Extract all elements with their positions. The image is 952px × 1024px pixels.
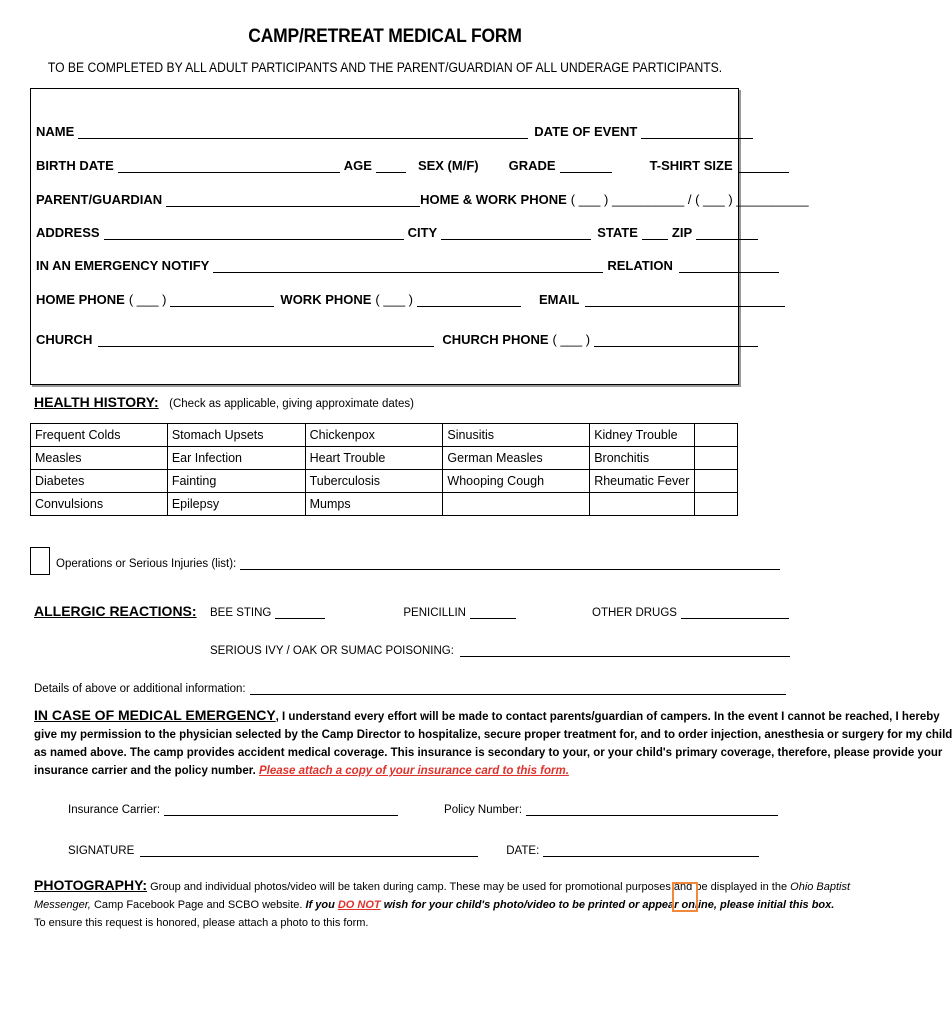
other-drugs-field[interactable] <box>681 606 789 619</box>
insurance-row <box>68 803 778 816</box>
address-field[interactable] <box>104 225 404 240</box>
emergency-text-3: as named above. The camp provides accident medical coverage. This insurance is secondary to your, or your child's primary coverage, therefore, please provide your <box>34 747 943 759</box>
age-label: AGE <box>343 158 372 173</box>
bee-sting-label: BEE STING <box>210 607 272 619</box>
health-history-cell[interactable]: Rheumatic Fever <box>590 470 695 493</box>
health-history-cell[interactable]: Diabetes <box>31 470 168 493</box>
health-history-cell[interactable]: Sinusitis <box>443 424 590 447</box>
insurance-carrier-field[interactable] <box>164 803 398 816</box>
form-title: CAMP/RETREAT MEDICAL FORM <box>248 26 522 47</box>
state-label: STATE <box>597 225 638 240</box>
health-history-cell[interactable]: Whooping Cough <box>443 470 590 493</box>
signature-field[interactable] <box>140 844 478 857</box>
ivy-row <box>210 644 790 657</box>
row-parent <box>36 192 809 207</box>
email-label: EMAIL <box>539 292 580 307</box>
health-history-cell[interactable] <box>695 424 738 447</box>
grade-field[interactable] <box>560 158 612 173</box>
home-work-phone-field[interactable]: ( ___ ) __________ / ( ___ ) __________ <box>570 192 809 207</box>
penicillin-label: PENICILLIN <box>403 607 466 619</box>
date-of-event-field[interactable] <box>641 124 753 139</box>
emergency-text-4: insurance carrier and the policy number. <box>34 765 256 777</box>
health-history-cell[interactable]: German Measles <box>443 447 590 470</box>
emergency-paragraph <box>34 706 952 780</box>
health-history-header <box>34 394 414 412</box>
health-history-cell[interactable]: Convulsions <box>31 493 168 516</box>
grade-label: GRADE <box>508 158 556 173</box>
row-emergency <box>36 258 779 273</box>
health-history-row <box>31 424 738 447</box>
health-history-cell[interactable]: Bronchitis <box>590 447 695 470</box>
health-history-note: (Check as applicable, giving approximate dates) <box>169 398 414 410</box>
operations-row <box>56 557 780 570</box>
allergic-heading: ALLERGIC REACTIONS: <box>34 603 197 619</box>
home-phone-label: HOME PHONE <box>36 292 125 307</box>
health-history-cell[interactable]: Stomach Upsets <box>167 424 305 447</box>
health-history-cell[interactable] <box>443 493 590 516</box>
emergency-notify-label: IN AN EMERGENCY NOTIFY <box>36 258 210 273</box>
tshirt-label: T-SHIRT SIZE <box>649 158 733 173</box>
ivy-field[interactable] <box>460 644 790 657</box>
health-history-cell[interactable]: Fainting <box>167 470 305 493</box>
date-label: DATE: <box>506 845 540 857</box>
church-label: CHURCH <box>36 332 93 347</box>
row-church <box>36 332 758 347</box>
relation-label: RELATION <box>607 258 673 273</box>
photography-text-2: Camp Facebook Page and SCBO website. <box>93 899 303 911</box>
email-field[interactable] <box>585 292 785 307</box>
health-history-cell[interactable] <box>695 493 738 516</box>
health-history-cell[interactable] <box>695 447 738 470</box>
health-history-row <box>31 447 738 470</box>
health-history-cell[interactable]: Epilepsy <box>167 493 305 516</box>
emergency-text-1: , I understand every effort will be made to contact parents/guardian of campers. In the event I cannot be reached, I hereby <box>275 711 940 723</box>
form-subtitle: TO BE COMPLETED BY ALL ADULT PARTICIPANTS AND THE PARENT/GUARDIAN OF ALL UNDERAGE PARTICIPANTS. <box>47 60 723 75</box>
emergency-text-2: give my permission to the physician selected by the Camp Director to hospitalize, secure proper treatment for, and to order injection, anesthesia or surgery for my child <box>34 729 952 741</box>
health-history-row <box>31 493 738 516</box>
other-drugs-label: OTHER DRUGS <box>592 607 677 619</box>
home-phone-field[interactable] <box>170 292 274 307</box>
church-phone-area[interactable]: ( ___ ) <box>552 332 591 347</box>
signature-row <box>68 844 759 857</box>
emergency-notify-field[interactable] <box>213 258 603 273</box>
work-phone-label: WORK PHONE <box>280 292 372 307</box>
row-name <box>36 124 753 139</box>
birth-date-label: BIRTH DATE <box>36 158 114 173</box>
penicillin-field[interactable] <box>470 606 516 619</box>
health-history-cell[interactable]: Chickenpox <box>305 424 443 447</box>
health-history-cell[interactable]: Measles <box>31 447 168 470</box>
emergency-heading: IN CASE OF MEDICAL EMERGENCY <box>34 707 276 723</box>
health-history-row <box>31 470 738 493</box>
operations-field[interactable] <box>240 557 780 570</box>
health-history-cell[interactable] <box>695 470 738 493</box>
health-history-heading: HEALTH HISTORY: <box>34 394 159 410</box>
birth-date-field[interactable] <box>118 158 340 173</box>
ohio-baptist-text: Ohio Baptist <box>790 881 851 893</box>
city-field[interactable] <box>441 225 591 240</box>
health-history-cell[interactable]: Heart Trouble <box>305 447 443 470</box>
zip-label: ZIP <box>671 225 693 240</box>
allergic-row <box>210 606 789 619</box>
policy-number-label: Policy Number: <box>444 804 523 816</box>
health-history-table <box>30 423 738 516</box>
if-you-text: If you <box>305 899 335 911</box>
relation-field[interactable] <box>679 258 779 273</box>
sex-label: SEX (M/F) <box>417 158 479 173</box>
church-phone-field[interactable] <box>594 332 758 347</box>
operations-checkbox[interactable] <box>30 547 50 575</box>
work-phone-field[interactable] <box>417 292 521 307</box>
operations-label: Operations or Serious Injuries (list): <box>56 558 237 570</box>
do-not-text: DO NOT <box>337 899 381 911</box>
photo-initial-box[interactable] <box>672 882 698 912</box>
ivy-label: SERIOUS IVY / OAK OR SUMAC POISONING: <box>210 645 454 657</box>
work-phone-area[interactable]: ( ___ ) <box>375 292 413 307</box>
policy-number-field[interactable] <box>526 803 778 816</box>
church-field[interactable] <box>98 332 434 347</box>
row-phones <box>36 292 785 307</box>
photography-text-3: To ensure this request is honored, please attach a photo to this form. <box>34 917 369 929</box>
health-history-cell[interactable] <box>590 493 695 516</box>
parent-label: PARENT/GUARDIAN <box>36 192 163 207</box>
details-label: Details of above or additional information: <box>34 683 246 695</box>
health-history-cell[interactable]: Kidney Trouble <box>590 424 695 447</box>
insurance-card-note: Please attach a copy of your insurance card to this form. <box>258 765 569 777</box>
health-history-cell[interactable]: Ear Infection <box>167 447 305 470</box>
address-label: ADDRESS <box>36 225 100 240</box>
row-birth <box>36 158 789 173</box>
church-phone-label: CHURCH PHONE <box>442 332 549 347</box>
home-work-phone-label: HOME & WORK PHONE <box>420 192 567 207</box>
details-field[interactable] <box>250 682 786 695</box>
state-field[interactable] <box>642 225 668 240</box>
parent-field[interactable] <box>166 192 420 207</box>
age-field[interactable] <box>376 158 406 173</box>
name-field[interactable] <box>78 124 528 139</box>
health-history-cell[interactable]: Frequent Colds <box>31 424 168 447</box>
health-history-cell[interactable]: Mumps <box>305 493 443 516</box>
messenger-text: Messenger, <box>34 899 91 911</box>
insurance-carrier-label: Insurance Carrier: <box>68 804 161 816</box>
photography-text-1: Group and individual photos/video will be taken during camp. These may be used for promotional purposes and be displayed in the <box>150 881 788 893</box>
photo-initial-text: wish for your child's photo/video to be printed or appear online, please initial this box. <box>383 899 835 911</box>
name-label: NAME <box>36 124 75 139</box>
date-field[interactable] <box>543 844 759 857</box>
home-phone-area[interactable]: ( ___ ) <box>128 292 167 307</box>
signature-label: SIGNATURE <box>68 845 135 857</box>
photography-heading: PHOTOGRAPHY: <box>34 877 148 893</box>
bee-sting-field[interactable] <box>275 606 325 619</box>
date-of-event-label: DATE OF EVENT <box>534 124 638 139</box>
zip-field[interactable] <box>696 225 758 240</box>
health-history-cell[interactable]: Tuberculosis <box>305 470 443 493</box>
tshirt-field[interactable] <box>739 158 789 173</box>
city-label: CITY <box>407 225 438 240</box>
details-row <box>34 682 786 695</box>
photography-paragraph <box>34 876 851 932</box>
row-address <box>36 225 758 240</box>
